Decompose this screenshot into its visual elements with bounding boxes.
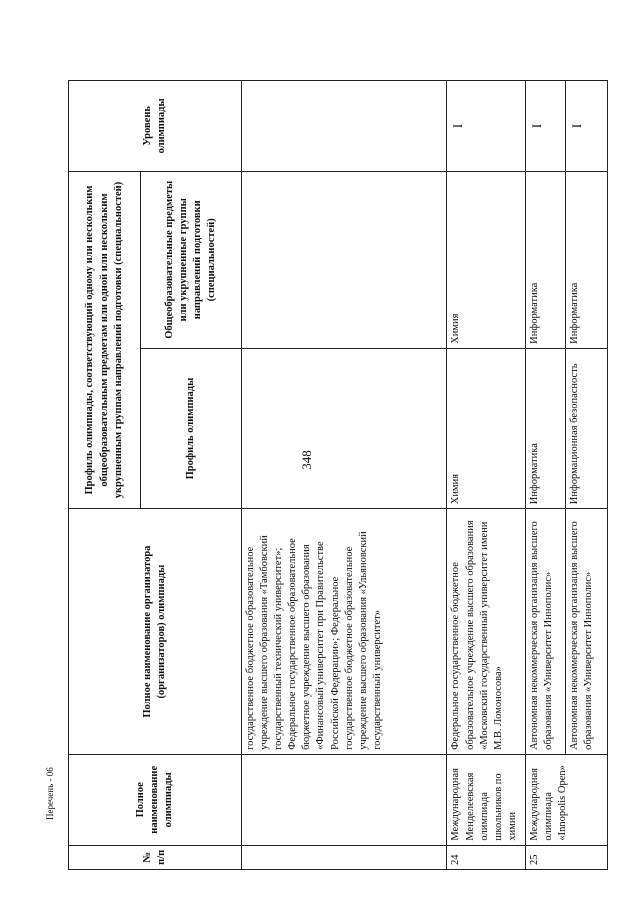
- cell-subjects: Информатика: [565, 171, 607, 348]
- cell-num: 24: [447, 845, 525, 869]
- header-level: Уровень олимпиады: [69, 81, 242, 172]
- cell-num: 25: [525, 845, 607, 869]
- cell-subjects: Химия: [447, 171, 525, 348]
- footer-note: Перечень - 06: [45, 767, 55, 820]
- header-name: Полное наименование олимпиады: [69, 754, 242, 845]
- cell-organizer: государственное бюджетное образовательное учреждение высшего образования «Тамбовский государственный технический университет»; Федеральное государственное образовательное бюджетное учреждение высшего образования «Финансовый университет при Правительстве Российской Федерации»; Федеральное государственное бюджетное образовательное учреждение высшего образования «Ульяновский государственный университет»: [241, 509, 447, 755]
- olympiad-table-wrapper: [68, 80, 608, 870]
- cell-name: Международная Менделеевская олимпиада школьников по химии: [447, 754, 525, 845]
- header-profile-group: Профиль олимпиады, соответствующий одному или нескольким общеобразовательным предметам или одной или нескольким укрупненным группам направлений подготовки (специальностей): [69, 171, 141, 509]
- cell-profile: [241, 348, 447, 508]
- cell-name: [241, 754, 447, 845]
- cell-profile: Химия: [447, 348, 525, 508]
- cell-organizer: Автономная некоммерческая организация высшего образования «Университет Иннополис»: [565, 509, 607, 755]
- cell-level: I: [565, 81, 607, 172]
- header-subjects: Общеобразовательные предметы или укрупненные группы направлений подготовки (специальностей): [141, 171, 241, 348]
- cell-level: I: [525, 81, 565, 172]
- cell-profile: Информационная безопасность: [565, 348, 607, 508]
- olympiad-table: [68, 80, 608, 870]
- table-row: [447, 81, 525, 870]
- table-row: [565, 81, 607, 870]
- cell-num: [241, 845, 447, 869]
- table-row: [525, 81, 565, 870]
- table-header-row: [69, 81, 141, 870]
- table-row: [241, 81, 447, 870]
- cell-subjects: Информатика: [525, 171, 565, 348]
- cell-name: Международная олимпиада «Innopolis Open»: [525, 754, 607, 845]
- cell-subjects: [241, 171, 447, 348]
- header-organizer: Полное наименование организатора (организаторов) олимпиады: [69, 509, 242, 755]
- cell-organizer: Автономная некоммерческая организация высшего образования «Университет Иннополис»: [525, 509, 565, 755]
- cell-level: I: [447, 81, 525, 172]
- cell-profile: Информатика: [525, 348, 565, 508]
- header-profile: Профиль олимпиады: [141, 348, 241, 508]
- cell-organizer: Федеральное государственное бюджетное образовательное учреждение высшего образования «Московский государственный университет имени М.В. Ломоносова»: [447, 509, 525, 755]
- page-number: 348: [299, 450, 314, 470]
- header-num: № п/п: [69, 845, 242, 869]
- cell-level: [241, 81, 447, 172]
